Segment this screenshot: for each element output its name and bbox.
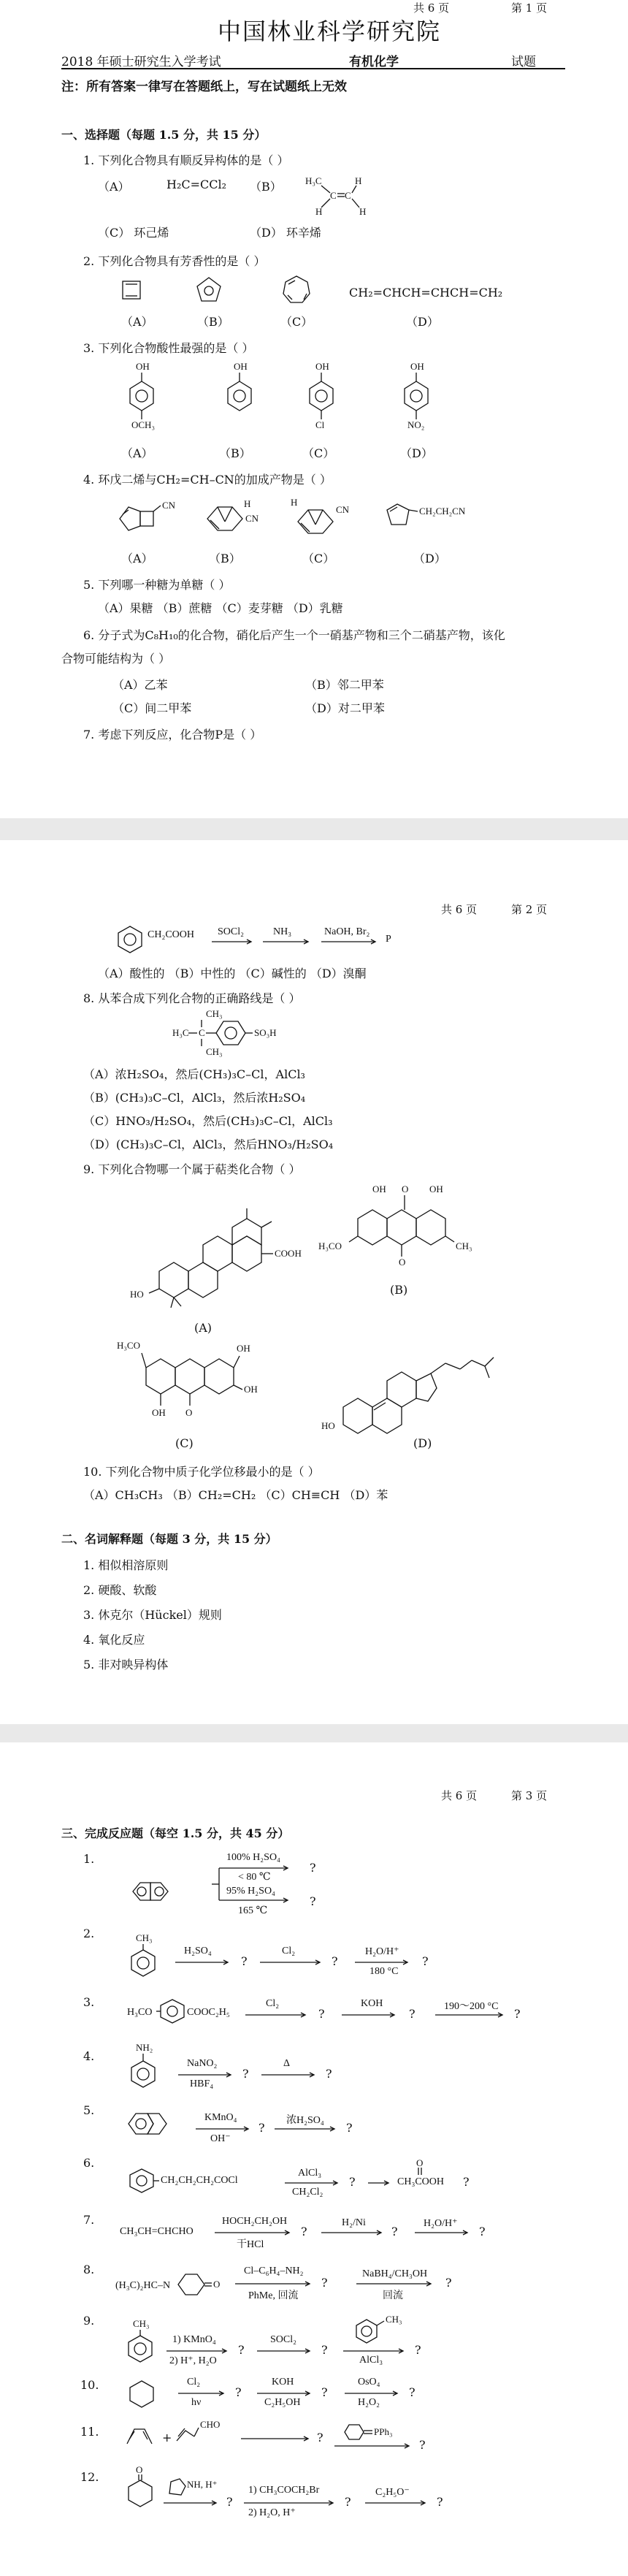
q8-option-c: （C）HNO₃/H₂SO₄，然后(CH₃)₃C–Cl，AlCl₃ — [83, 1114, 333, 1128]
r9-toluene-reagent — [355, 2315, 406, 2347]
q7-options: （A）酸性的 （B）中性的 （C）碱性的 （D）溴酮 — [98, 967, 367, 980]
q3-option-b: （B） — [219, 446, 251, 460]
r12-arrow-2 — [244, 2501, 339, 2507]
question-5: 5. 下列哪一种糖为单糖（ ） — [83, 578, 231, 592]
q6-option-b: （B）邻二甲苯 — [305, 678, 384, 692]
r10-arrow-3 — [345, 2391, 403, 2397]
r10-answer-1: ? — [235, 2385, 242, 2399]
svg-text:O: O — [402, 1184, 409, 1194]
r7-reagent-2: H₂/Ni — [342, 2217, 366, 2228]
svg-text:CH₂CH₂CN: CH₂CH₂CN — [419, 506, 466, 517]
q4-option-d: （D） — [413, 552, 446, 565]
r6-arrow-1 — [285, 2181, 343, 2187]
r4-reagent-1: NaNO₂ — [187, 2058, 218, 2069]
r11-answer-2: ? — [419, 2438, 426, 2452]
reaction-4-number: 4. — [83, 2049, 95, 2063]
svg-text:O: O — [185, 1407, 193, 1418]
exam-page-2 — [0, 840, 628, 1724]
term-4: 4. 氧化反应 — [83, 1633, 145, 1647]
svg-text:H: H — [244, 498, 251, 509]
r3-arrow-2 — [342, 2013, 400, 2019]
q4-a-structure — [117, 500, 183, 536]
r1-answer-2: ? — [310, 1894, 316, 1908]
r3-arrow-1 — [245, 2013, 311, 2019]
r9-toluene-structure — [126, 2320, 158, 2366]
institute-title: 中国林业科学研究院 — [218, 18, 442, 45]
q6-option-a: （A）乙苯 — [112, 678, 168, 692]
r9-answer-3: ? — [415, 2343, 421, 2357]
r8-start: (H₃C)₂HC–N — [115, 2280, 171, 2291]
page-count: 共 6 页 — [413, 1, 450, 15]
q8-option-b: （B）(CH₃)₃C–Cl，AlCl₃，然后浓H₂SO₄ — [83, 1091, 306, 1105]
q8-target-structure — [172, 1010, 289, 1061]
q7-reagent-1: SOCl₂ — [218, 926, 245, 937]
svg-text:CH₃: CH₃ — [206, 1046, 223, 1057]
q2-option-b: （B） — [197, 315, 229, 329]
r2-arrow-3 — [355, 1960, 413, 1966]
naphthalene-structure — [130, 1878, 174, 1908]
r5-arrow-1 — [196, 2127, 254, 2133]
svg-text:H₃C: H₃C — [172, 1027, 189, 1038]
question-10: 10. 下列化合物中质子化学位移最小的是（ ） — [83, 1465, 320, 1479]
svg-text:O: O — [213, 2279, 221, 2290]
r2-reagent-1: H₂SO₄ — [184, 1946, 212, 1956]
svg-text:H₃CO: H₃CO — [117, 1340, 140, 1351]
svg-text:OH: OH — [152, 1407, 166, 1418]
r6-answer-1: ? — [349, 2175, 356, 2189]
svg-text:C: C — [330, 190, 337, 201]
svg-text:CH₃: CH₃ — [133, 2318, 150, 2329]
question-7: 7. 考虑下列反应，化合物P是（ ） — [83, 728, 262, 742]
svg-text:CH₃: CH₃ — [456, 1241, 472, 1251]
q4-b-structure — [200, 497, 266, 541]
q9-c-flavone — [117, 1338, 277, 1448]
r6-reagent-1-bottom: CH₂Cl₂ — [292, 2187, 323, 2198]
svg-text:CHO: CHO — [200, 2419, 221, 2430]
r5-answer-2: ? — [346, 2121, 353, 2135]
svg-text:OH: OH — [244, 1384, 258, 1395]
r3-answer-2: ? — [409, 2007, 416, 2021]
q3-b-phenol — [223, 362, 260, 421]
r10-answer-2: ? — [321, 2385, 328, 2399]
reaction-3-number: 3. — [83, 1995, 95, 2009]
r12-arrow-1 — [164, 2501, 222, 2507]
q7-arrow-3 — [321, 940, 380, 945]
svg-text:CH₃: CH₃ — [206, 1008, 223, 1019]
exam-page-3 — [0, 1742, 628, 2576]
r5-reagent-1: KMnO₄ — [204, 2112, 237, 2123]
r3-answer-1: ? — [318, 2007, 325, 2021]
exam-page-1 — [0, 0, 628, 818]
svg-text:OH: OH — [237, 1343, 250, 1354]
q7-start: CH₂COOH — [148, 929, 194, 940]
q9-label-a: (A) — [194, 1321, 212, 1335]
reaction-11-number: 11. — [80, 2425, 99, 2439]
r10-reagent-2: KOH — [272, 2377, 294, 2388]
r4-arrow-2 — [261, 2073, 320, 2078]
r2-condition-3: 180 °C — [369, 1966, 399, 1977]
r8-answer-2: ? — [445, 2276, 452, 2290]
q9-label-c: (C) — [175, 1436, 194, 1450]
r9-reagent-2: SOCl₂ — [270, 2334, 297, 2345]
question-6-line-1: 6. 分子式为C₈H₁₀的化合物，硝化后产生一个一硝基产物和三个二硝基产物，该化 — [83, 628, 505, 642]
svg-text:Cl: Cl — [315, 419, 325, 430]
r11-ylide-reagent — [340, 2422, 421, 2444]
r11-arrow-2 — [334, 2444, 415, 2450]
reaction-5-number: 5. — [83, 2103, 95, 2117]
reaction-6-number: 6. — [83, 2156, 95, 2170]
q1-option-a: （A） — [98, 180, 130, 194]
r9-answer-2: ? — [321, 2343, 328, 2357]
r7-start: CH₃CH=CHCHO — [120, 2226, 194, 2237]
page-number: 第 3 页 — [511, 1789, 548, 1802]
r2-arrow-1 — [175, 1960, 234, 1966]
r9-arrow-1 — [166, 2349, 232, 2355]
r1-answer-1: ? — [310, 1861, 316, 1875]
q3-a-methoxyphenol — [126, 362, 169, 443]
r7-arrow-2 — [321, 2230, 387, 2236]
r8-answer-1: ? — [321, 2276, 328, 2290]
r8-arrow-2 — [356, 2282, 437, 2287]
q7-reagent-2: NH₃ — [273, 926, 292, 937]
svg-text:H: H — [359, 206, 367, 217]
svg-text:CH₃: CH₃ — [136, 1932, 153, 1943]
q9-label-b: (B) — [390, 1283, 408, 1297]
page-count: 共 6 页 — [441, 903, 478, 916]
q4-d-structure — [386, 501, 502, 530]
q4-c-structure — [291, 497, 356, 541]
svg-text:HO: HO — [321, 1420, 335, 1431]
q1-a-formula: H₂C=CCl₂ — [166, 178, 227, 191]
q9-d-sterol — [321, 1341, 504, 1451]
svg-text:H: H — [291, 497, 298, 508]
question-4: 4. 环戊二烯与CH₂=CH–CN的加成产物是（ ） — [83, 473, 332, 487]
r7-answer-1: ? — [301, 2225, 307, 2238]
r12-reagent-2-bottom: 2) H₂O, H⁺ — [248, 2507, 296, 2518]
cyclopentadienyl-structure — [196, 276, 225, 304]
r5-reagent-2: 浓H₂SO₄ — [286, 2115, 324, 2126]
r10-answer-3: ? — [409, 2385, 416, 2399]
section-3-heading: 三、完成反应题（每空 1.5 分，共 45 分） — [61, 1826, 290, 1840]
q3-option-c: （C） — [302, 446, 335, 460]
q7-reagent-3: NaOH, Br₂ — [324, 926, 370, 937]
reaction-12-number: 12. — [80, 2470, 99, 2484]
r2-reagent-2: Cl₂ — [282, 1946, 296, 1956]
q2-option-a: （A） — [121, 315, 153, 329]
exam-note: 注：所有答案一律写在答题纸上，写在试题纸上无效 — [61, 80, 347, 94]
svg-text:H: H — [355, 175, 362, 186]
svg-text:SO₃H: SO₃H — [254, 1027, 277, 1038]
r1-reagent-bottom-2: 165 ℃ — [238, 1905, 268, 1916]
svg-text:NO₂: NO₂ — [407, 419, 425, 430]
q4-option-a: （A） — [121, 552, 153, 565]
svg-text:OH: OH — [315, 361, 329, 372]
r6-reagent-1: AlCl₃ — [298, 2168, 322, 2179]
q3-d-nitrophenol — [400, 362, 444, 443]
svg-text:C: C — [199, 1027, 205, 1038]
r12-arrow-3 — [365, 2501, 431, 2507]
page-number: 第 1 页 — [511, 1, 548, 15]
svg-text:OCH₃: OCH₃ — [131, 419, 155, 430]
r6-substituent: CH₂CH₂CH₂COCl — [161, 2175, 238, 2186]
r7-arrow-1 — [215, 2230, 295, 2236]
q6-option-c: （C）间二甲苯 — [112, 701, 192, 715]
svg-text:OH: OH — [410, 361, 424, 372]
q2-d-formula: CH₂=CHCH=CHCH=CH₂ — [349, 286, 503, 300]
svg-text:PPh₃: PPh₃ — [374, 2426, 393, 2437]
r9-arrow-3 — [343, 2349, 409, 2355]
exam-name: 2018 年硕士研究生入学考试 — [61, 55, 221, 69]
term-5: 5. 非对映异构体 — [83, 1658, 169, 1672]
r11-answer-1: ? — [317, 2431, 323, 2444]
r8-arrow-1 — [235, 2282, 315, 2287]
svg-text:HO: HO — [130, 1289, 144, 1300]
reaction-1-number: 1. — [83, 1852, 95, 1866]
paper-label: 试题 — [511, 55, 536, 69]
r5-answer-1: ? — [259, 2121, 265, 2135]
r6-reagent-2: CH₃COOH — [397, 2176, 444, 2187]
r2-answer-1: ? — [241, 1954, 248, 1968]
question-2: 2. 下列化合物具有芳香性的是（ ） — [83, 254, 266, 268]
svg-text:O: O — [136, 2464, 143, 2475]
q1-b-structure — [305, 175, 371, 219]
r7-reagent-1: HOCH₂CH₂OH — [222, 2216, 288, 2227]
r6-carbonyl-mark — [409, 2159, 431, 2176]
r2-arrow-2 — [260, 1960, 326, 1966]
toluene-structure — [129, 1934, 161, 1978]
cyclohexanone-structure — [126, 2466, 158, 2510]
r3-answer-3: ? — [514, 2007, 521, 2021]
svg-text:H₃C: H₃C — [305, 175, 322, 186]
r4-reagent-2: Δ — [283, 2058, 291, 2069]
svg-text:NH₂: NH₂ — [136, 2042, 153, 2053]
r4-answer-2: ? — [326, 2067, 332, 2081]
q10-options: （A）CH₃CH₃ （B）CH₂=CH₂ （C）CH≡CH （D）苯 — [83, 1488, 388, 1502]
piperidinone-structure — [175, 2270, 219, 2299]
svg-text:OH: OH — [429, 1184, 443, 1194]
r6-arrow-2 — [368, 2181, 393, 2187]
r12-answer-3: ? — [437, 2495, 443, 2509]
r10-reagent-2-bottom: C₂H₅OH — [264, 2397, 301, 2408]
r8-reagent-2-bottom: 回流 — [383, 2290, 403, 2301]
r6-benzene-ring — [127, 2166, 159, 2195]
r7-answer-3: ? — [479, 2225, 486, 2238]
question-9: 9. 下列化合物哪一个属于萜类化合物（ ） — [83, 1162, 301, 1176]
svg-text:OH: OH — [372, 1184, 386, 1194]
svg-text:COOH: COOH — [275, 1248, 302, 1259]
r6-answer-2: ? — [463, 2175, 470, 2189]
q1-option-b: （B） — [250, 180, 282, 194]
svg-text:H₃CO: H₃CO — [318, 1241, 342, 1251]
r9-reagent-3-bottom: AlCl₃ — [359, 2355, 383, 2366]
aniline-structure — [129, 2042, 161, 2093]
section-1-heading: 一、选择题（每题 1.5 分，共 15 分） — [61, 128, 267, 142]
r4-arrow-1 — [178, 2073, 237, 2078]
subject-name: 有机化学 — [349, 55, 399, 69]
svg-text:OH: OH — [136, 361, 150, 372]
page-count: 共 6 页 — [441, 1789, 478, 1802]
r8-reagent-2: NaBH₄/CH₃OH — [362, 2268, 428, 2279]
q7-product: P — [386, 934, 391, 945]
q9-label-d: (D) — [413, 1436, 432, 1450]
question-6-line-2: 合物可能结构为（ ） — [61, 652, 171, 666]
r1-reagent-top-2: 95% H₂SO₄ — [226, 1886, 275, 1897]
reaction-7-number: 7. — [83, 2213, 95, 2227]
r3-reagent-2: KOH — [361, 1998, 383, 2009]
q7-arrow-1 — [212, 940, 256, 945]
r10-reagent-3-bottom: H₂O₂ — [358, 2397, 380, 2408]
cyclobutadiene-structure — [121, 280, 143, 302]
r3-reagent-1: Cl₂ — [266, 1998, 280, 2009]
r8-reagent-1: Cl–C₆H₄–NH₂ — [244, 2266, 304, 2276]
r2-answer-3: ? — [422, 1954, 429, 1968]
q7-benzene-ring — [117, 925, 146, 954]
svg-text:H: H — [315, 206, 323, 217]
r5-arrow-2 — [275, 2127, 340, 2133]
butadiene-structure — [126, 2422, 162, 2448]
r4-answer-1: ? — [242, 2067, 249, 2081]
r11-plus: + — [162, 2431, 172, 2444]
r7-reagent-1-bottom: 干HCl — [237, 2239, 264, 2250]
r3-reagent-3: 190～200 °C — [444, 2001, 499, 2012]
q6-option-d: （D）对二甲苯 — [305, 701, 385, 715]
q8-option-a: （A）浓H₂SO₄，然后(CH₃)₃C–Cl，AlCl₃ — [83, 1067, 305, 1081]
r10-reagent-3: OsO₄ — [358, 2377, 380, 2388]
r1-reagent-bottom-1: < 80 ℃ — [238, 1872, 271, 1883]
r12-answer-2: ? — [345, 2495, 351, 2509]
cyclohexane-structure — [127, 2378, 159, 2410]
question-1: 1. 下列化合物具有顺反异构体的是（ ） — [83, 153, 289, 167]
section-2-heading: 二、名词解释题（每题 3 分，共 15 分） — [61, 1532, 277, 1546]
r12-answer-1: ? — [226, 2495, 233, 2509]
q7-arrow-2 — [263, 940, 314, 945]
svg-text:C: C — [345, 190, 351, 201]
q4-option-b: （B） — [209, 552, 241, 565]
q9-a-triterpene — [130, 1184, 302, 1322]
q3-c-chlorophenol — [305, 362, 342, 443]
term-3: 3. 休克尔（Hückel）规则 — [83, 1608, 222, 1622]
q4-option-c: （C） — [302, 552, 335, 565]
r3-benzene-ring — [156, 1997, 188, 2026]
r7-answer-2: ? — [391, 2225, 398, 2238]
term-1: 1. 相似相溶原则 — [83, 1558, 169, 1572]
q1-option-d: （D） 环辛烯 — [250, 226, 321, 240]
r1-reagent-top-1: 100% H₂SO₄ — [226, 1852, 280, 1863]
tetralin-structure — [126, 2109, 184, 2138]
reaction-2-number: 2. — [83, 1927, 95, 1940]
r10-reagent-1-bottom: hν — [191, 2397, 202, 2408]
q5-options: （A）果糖 （B）蔗糖 （C）麦芽糖 （D）乳糖 — [98, 601, 343, 615]
q3-option-d: （D） — [400, 446, 433, 460]
q2-option-d: （D） — [406, 315, 439, 329]
svg-text:CN: CN — [162, 500, 176, 511]
cycloheptatriene-structure — [282, 275, 311, 305]
question-3: 3. 下列化合物酸性最强的是（ ） — [83, 341, 254, 355]
r10-arrow-2 — [257, 2391, 315, 2397]
r9-reagent-1: 1) KMnO₄ — [172, 2334, 216, 2345]
reaction-10-number: 10. — [80, 2378, 99, 2392]
r9-answer-1: ? — [238, 2343, 245, 2357]
reaction-8-number: 8. — [83, 2263, 95, 2276]
q2-option-c: （C） — [280, 315, 313, 329]
r3-substituent-right: COOC₂H₅ — [187, 2007, 230, 2018]
acrolein-structure — [175, 2419, 234, 2445]
r5-reagent-1-bottom: OH⁻ — [210, 2133, 231, 2144]
r7-arrow-3 — [415, 2230, 473, 2236]
svg-text:CN: CN — [336, 504, 350, 515]
r12-reagent-3: C₂H₅O⁻ — [375, 2487, 410, 2498]
svg-text:CH₃: CH₃ — [386, 2314, 402, 2325]
q9-b-anthraquinone — [318, 1184, 511, 1322]
q3-option-a: （A） — [121, 446, 153, 460]
r10-arrow-1 — [178, 2391, 229, 2397]
svg-text:O: O — [399, 1257, 406, 1268]
reaction-9-number: 9. — [83, 2314, 95, 2328]
q1-option-c: （C） 环己烯 — [98, 226, 169, 240]
question-8: 8. 从苯合成下列化合物的正确路线是（ ） — [83, 991, 301, 1005]
r12-reagent-2: 1) CH₃COCH₂Br — [248, 2485, 320, 2496]
r7-reagent-3: H₂O/H⁺ — [424, 2218, 458, 2229]
r3-arrow-3 — [435, 2013, 508, 2019]
q8-option-d: （D）(CH₃)₃C–Cl，AlCl₃，然后HNO₃/H₂SO₄ — [83, 1138, 334, 1151]
r9-arrow-2 — [257, 2349, 315, 2355]
header-rule — [61, 68, 565, 69]
r10-reagent-1: Cl₂ — [187, 2377, 201, 2388]
r3-substituent-left: H₃CO — [127, 2007, 153, 2018]
r8-reagent-1-bottom: PhMe, 回流 — [248, 2290, 299, 2301]
r2-reagent-3: H₂O/H⁺ — [365, 1946, 399, 1957]
svg-text:CN: CN — [245, 513, 259, 524]
r9-reagent-1-bottom: 2) H⁺, H₂O — [169, 2355, 217, 2366]
r11-arrow-1 — [241, 2436, 314, 2442]
svg-text:O: O — [416, 2157, 424, 2168]
svg-text:NH, H⁺: NH, H⁺ — [187, 2479, 218, 2490]
r2-answer-2: ? — [332, 1954, 338, 1968]
svg-text:OH: OH — [234, 361, 248, 372]
page-number: 第 2 页 — [511, 903, 548, 916]
term-2: 2. 硬酸、软酸 — [83, 1583, 157, 1597]
r4-reagent-1-bottom: HBF₄ — [190, 2078, 214, 2089]
